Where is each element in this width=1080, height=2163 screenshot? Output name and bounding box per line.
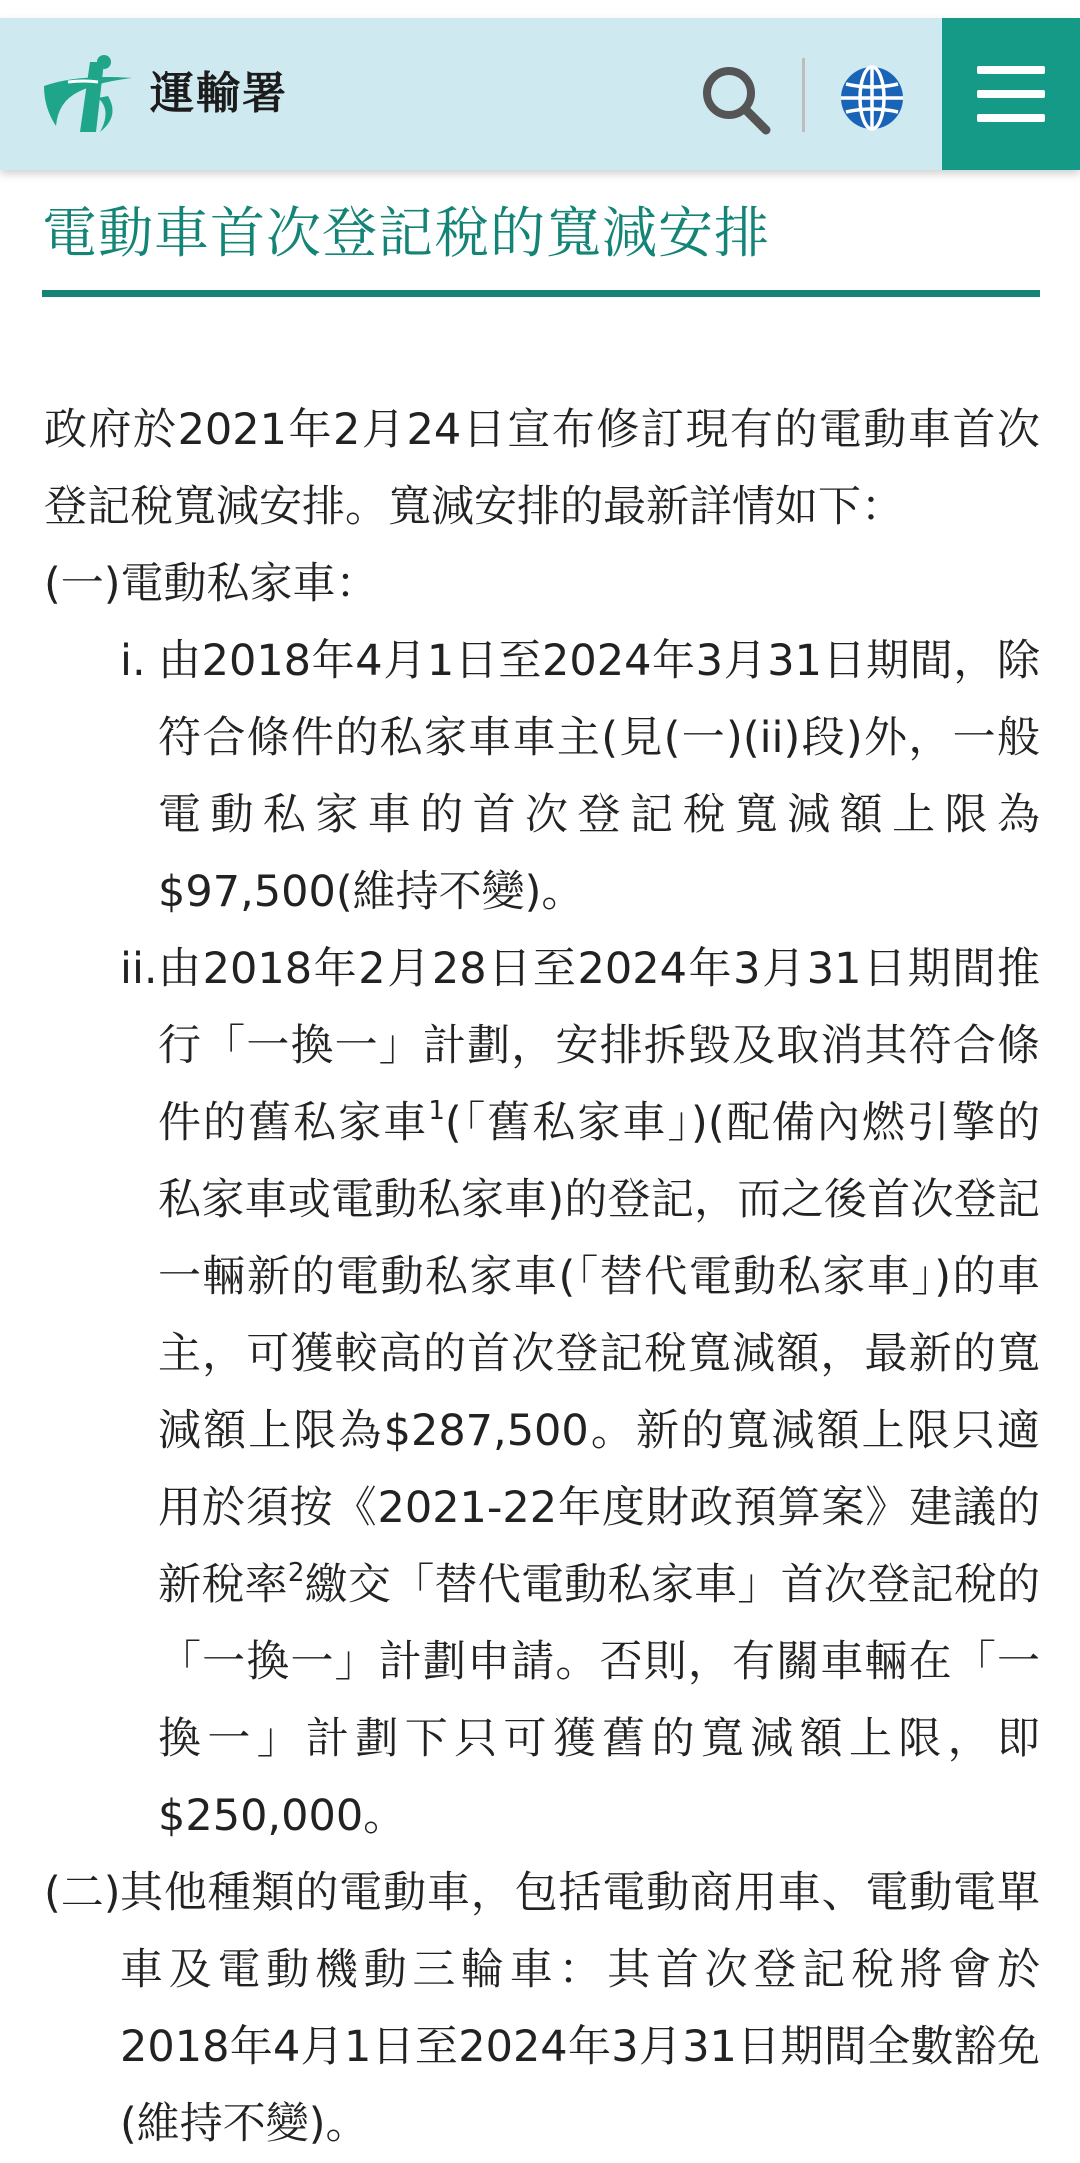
list-marker: ii. [120,944,158,994]
footnote-link-2[interactable]: 2 [287,1558,305,1588]
section-1-list [120,623,1040,1855]
list-item [120,623,1040,931]
intro-paragraph: 政府於2021年2月24日宣布修訂現有的電動車首次登記稅寬減安排。寬減安排的最新詳情如下： [44,405,1040,532]
status-strip [0,0,1080,18]
list-item-text-part: (「舊私家車」)(配備內燃引擎的私家車或電動私家車)的登記，而之後首次登記一輛新的電動私家車(「替代電動私家車」)的車主，可獲較高的首次登記稅寬減額，最新的寬減額上限為$287,500。新的寬減額上限只適用於須按《2021-22年度財政預算案》建議的新稅率 [158,1098,1041,1610]
header-divider [802,58,805,132]
list-item-text-part: 由2018年2月28日至2024年3月31日期間推行「一換一」計劃，安排拆毀及取消其符合條件的舊私家車 [158,944,1040,1148]
footnote-link-1[interactable]: 1 [428,1096,445,1126]
list-item-text-part: 繳交「替代電動私家車」首次登記稅的「一換一」計劃申請。否則，有關車輛在「一換一」計劃下只可獲舊的寬減額上限，即$250,000。 [158,1560,1041,1841]
list-item-text: 由2018年4月1日至2024年3月31日期間，除符合條件的私家車車主(見(一)(ii)段)外，一般電動私家車的首次登記稅寬減額上限為$97,500(維持不變)。 [158,636,1040,917]
article-content [44,392,1040,2163]
td-logo-icon[interactable] [38,52,138,136]
list-marker: i. [120,636,146,686]
list-item-text [158,931,1040,1855]
section-2-marker: (二) [44,1868,121,1918]
section-2-text: 其他種類的電動車，包括電動商用車、電動電單車及電動機動三輪車：其首次登記稅將會於2018年4月1日至2024年3月31日期間全數豁免(維持不變)。 [120,1868,1040,2149]
search-icon[interactable] [696,60,776,140]
section-2 [44,1855,1040,2163]
title-underline [42,290,1040,297]
page-title: 電動車首次登記稅的寬減安排 [42,201,771,265]
section-1-heading: (一)電動私家車： [44,559,379,609]
globe-icon[interactable] [836,62,908,134]
site-name[interactable]: 運輸署 [150,68,288,119]
menu-button[interactable] [942,18,1080,170]
site-header [0,18,1080,170]
list-item [120,931,1040,1855]
menu-hamburger-icon [977,64,1045,124]
